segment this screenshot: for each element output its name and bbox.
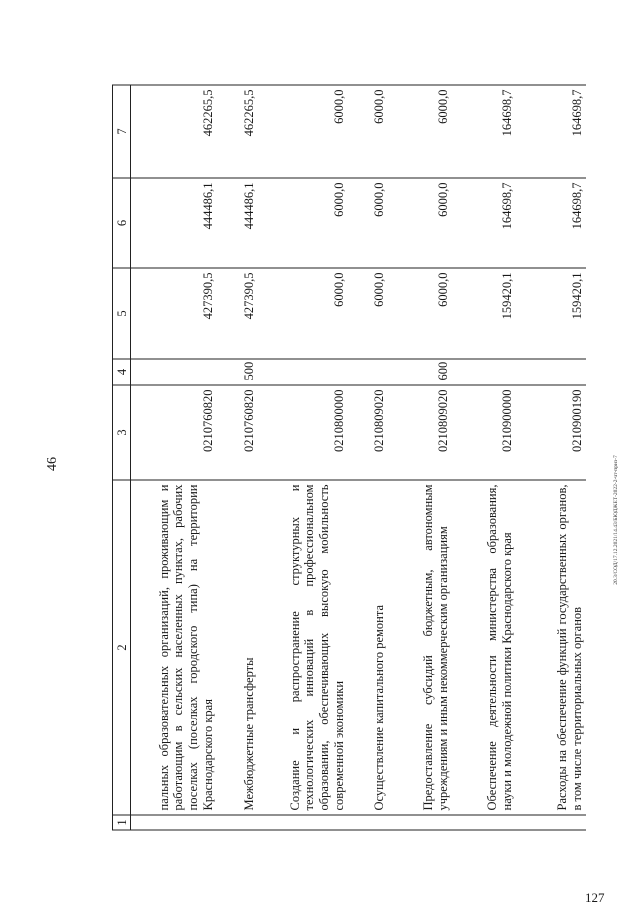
row-value-2023: 164698,7 [516,178,586,268]
row-name: Межбюджетные трансферты [217,480,258,815]
table-row [388,85,452,830]
row-code: 0210760820 [217,385,258,480]
table-row [217,85,258,830]
row-name: Предоставление субсидий бюджетным, автономным учреждениям и иным некоммерческим организациям [388,480,452,815]
sheet-number: 127 [585,890,605,905]
row-index-cell [388,815,452,830]
row-expense-type [131,359,217,385]
row-expense-type: 500 [217,359,258,385]
row-index-cell [452,815,516,830]
row-index-cell [348,815,388,830]
row-code: 0210900190 [516,385,586,480]
header-col-1: 1 [113,815,131,830]
row-code: 0210809020 [388,385,452,480]
table-row [452,85,516,830]
table-row [258,85,348,830]
budget-table-container [112,86,632,831]
row-value-2022: 427390,5 [217,268,258,359]
table-row [131,85,217,830]
row-name: Обеспечение деятельности министерства образования, науки и молодежной политики Краснодарского края [452,480,516,815]
header-col-6: 6 [113,178,131,268]
row-value-2022: 6000,0 [388,268,452,359]
row-value-2024: 6000,0 [258,85,348,178]
row-value-2022: 159420,1 [452,268,516,359]
row-code: 0210900000 [452,385,516,480]
row-value-2024: 6000,0 [388,85,452,178]
row-value-2023: 6000,0 [388,178,452,268]
row-code: 0210800000 [258,385,348,480]
header-col-7: 7 [113,85,131,178]
row-value-2023: 6000,0 [258,178,348,268]
row-value-2023: 444486,1 [131,178,217,268]
row-name: Создание и распространение структурных и технологических инноваций в профессиональном образовании, обеспечивающих высокую мобильность современной экономики [258,480,348,815]
row-expense-type: 600 [388,359,452,385]
table-row [348,85,388,830]
row-index-cell [131,815,217,830]
row-value-2024: 6000,0 [348,85,388,178]
row-value-2024: 462265,5 [217,85,258,178]
row-expense-type [258,359,348,385]
row-value-2023: 444486,1 [217,178,258,268]
header-col-3: 3 [113,385,131,480]
page-number: 46 [45,457,60,471]
row-expense-type [516,359,586,385]
row-expense-type [348,359,388,385]
row-index-cell [217,815,258,830]
row-value-2024: 462265,5 [131,85,217,178]
row-value-2022: 427390,5 [131,268,217,359]
table-row [516,85,586,830]
row-name: Расходы на обеспечение функций государственных органов, в том числе территориальных органов [516,480,586,815]
row-value-2022: 159420,1 [516,268,586,359]
header-col-5: 5 [113,268,131,359]
row-expense-type [452,359,516,385]
row-value-2022: 6000,0 [258,268,348,359]
row-index-cell [516,815,586,830]
budget-table [112,85,586,831]
document-code: 20.3/СОД/17.12.2021/14.43/БЮДЖЕТ-2022-2-чт-приз-7 [613,455,619,585]
row-name: пальных образовательных организаций, проживающим и работающим в сельских населенных пунктах, рабочих поселках (поселках городского типа) на территории Краснодарского края [131,480,217,815]
header-col-2: 2 [113,480,131,815]
row-code: 0210760820 [131,385,217,480]
row-value-2022: 6000,0 [348,268,388,359]
row-value-2024: 164698,7 [516,85,586,178]
header-col-4: 4 [113,359,131,385]
row-value-2023: 164698,7 [452,178,516,268]
row-index-cell [258,815,348,830]
header-row [113,85,131,830]
row-value-2024: 164698,7 [452,85,516,178]
row-name: Осуществление капитального ремонта [348,480,388,815]
row-code: 0210809020 [348,385,388,480]
row-value-2023: 6000,0 [348,178,388,268]
